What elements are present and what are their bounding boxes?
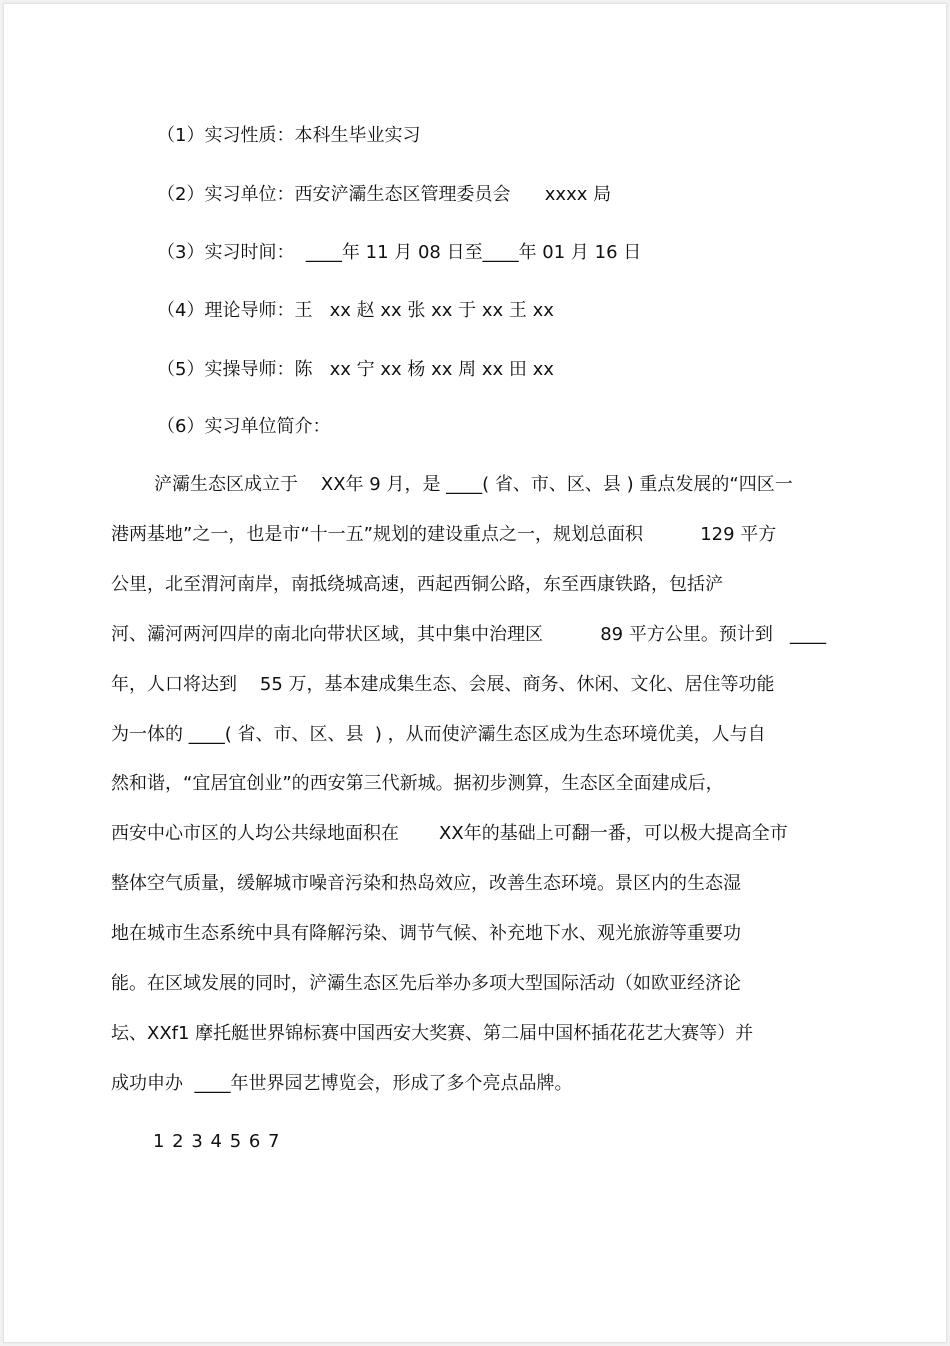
item-internship-nature: （1）实习性质：本科生毕业实习 (157, 125, 421, 146)
document-page (3, 3, 947, 1343)
paragraph-line: 河、灞河两河四岸的南北向带状区域，其中集中治理区 89 平方公里。预计到 ____ (111, 624, 827, 645)
item-theory-mentors: （4）理论导师：王 xx 赵 xx 张 xx 于 xx 王 xx (157, 300, 554, 321)
item-practice-mentors: （5）实操导师：陈 xx 宁 xx 杨 xx 周 xx 田 xx (157, 359, 554, 380)
paragraph-line: 为一体的 ____( 省、市、区、县 ) ，从而使浐灞生态区成为生态环境优美，人与自 (111, 724, 766, 745)
paragraph-line: 浐灞生态区成立于 XX年 9 月，是 ____( 省、市、区、县 ) 重点发展的“四区一 (154, 474, 793, 495)
item-internship-time: （3）实习时间： ____年 11 月 08 日至____年 01 月 16 日 (157, 242, 642, 263)
item-unit-intro-heading: （6）实习单位简介： (157, 416, 331, 437)
page-numbers: 1 2 3 4 5 6 7 (153, 1131, 281, 1152)
paragraph-line: 地在城市生态系统中具有降解污染、调节气候、补充地下水、观光旅游等重要功 (111, 923, 741, 944)
paragraph-line: 坛、XXf1 摩托艇世界锦标赛中国西安大奖赛、第二届中国杯插花花艺大赛等）并 (111, 1023, 754, 1044)
paragraph-line: 成功申办 ____年世界园艺博览会，形成了多个亮点品牌。 (111, 1073, 573, 1094)
paragraph-line: 西安中心市区的人均公共绿地面积在 XX年的基础上可翻一番，可以极大提高全市 (111, 823, 788, 844)
paragraph-line: 能。在区域发展的同时，浐灞生态区先后举办多项大型国际活动（如欧亚经济论 (111, 973, 741, 994)
paragraph-line: 公里，北至渭河南岸，南抵绕城高速，西起西铜公路，东至西康铁路，包括浐 (111, 574, 723, 595)
paragraph-line: 港两基地”之一，也是市“十一五”规划的建设重点之一，规划总面积 129 平方 (111, 524, 777, 545)
paragraph-line: 整体空气质量，缓解城市噪音污染和热岛效应，改善生态环境。景区内的生态湿 (111, 873, 741, 894)
paragraph-line: 然和谐，“宜居宜创业”的西安第三代新城。据初步测算，生态区全面建成后， (111, 773, 724, 794)
paragraph-line: 年，人口将达到 55 万，基本建成集生态、会展、商务、休闲、文化、居住等功能 (111, 674, 775, 695)
item-internship-unit: （2）实习单位：西安浐灞生态区管理委员会 xxxx 局 (157, 184, 612, 205)
